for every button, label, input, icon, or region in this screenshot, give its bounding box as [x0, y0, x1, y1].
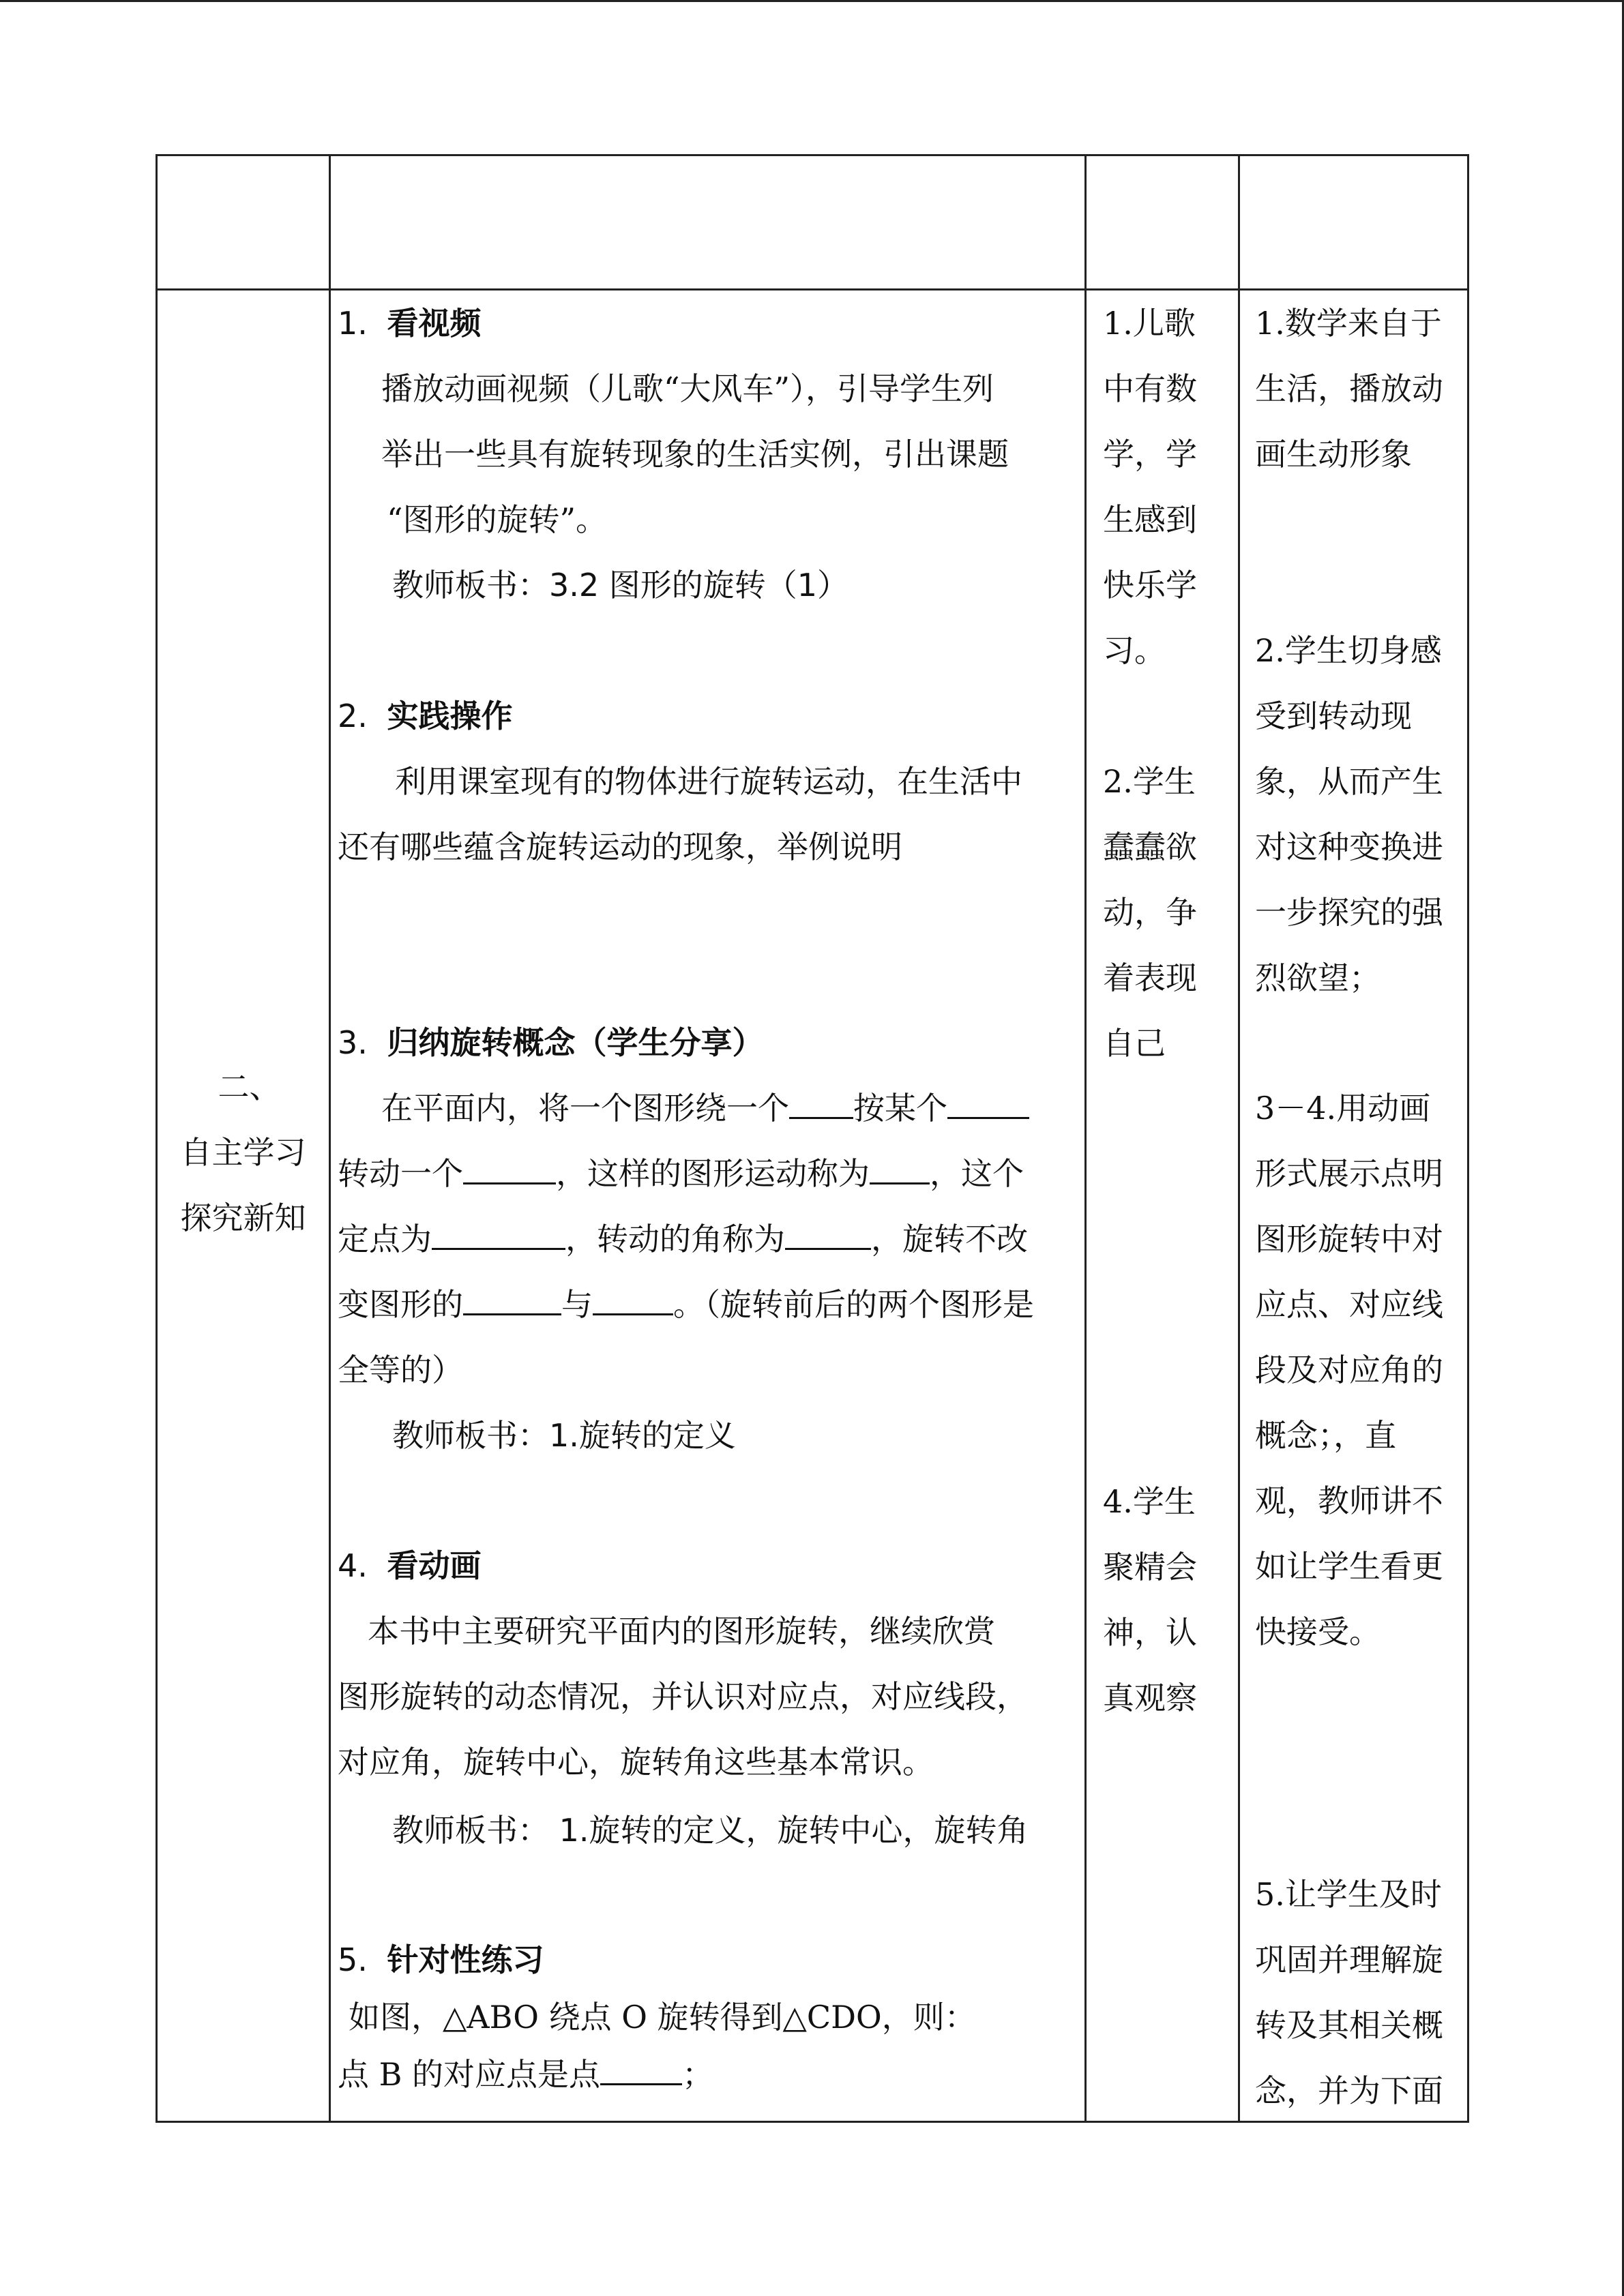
definition-line-5: 全等的） [338, 1352, 463, 1388]
section-1-paragraph: 播放动画视频（儿歌“大风车”），引导学生列 [381, 370, 994, 407]
fill-blank [789, 1087, 853, 1119]
section-4-paragraph: 本书中主要研究平面内的图形旋转，继续欣赏 [368, 1613, 995, 1650]
stage-number: 二、 [218, 1069, 281, 1105]
section-4-board-note: 教师板书： 1.旋转的定义，旋转中心，旋转角 [392, 1812, 1029, 1849]
section-1-board-note: 教师板书：3.2 图形的旋转（1） [392, 567, 849, 603]
student-activity-1: 1.儿歌 中有数 学，学 生感到 快乐学 习。 [1103, 305, 1197, 669]
lesson-plan-table [156, 154, 1469, 2123]
design-intent-1: 1.数学来自于 生活，播放动 画生动形象 [1255, 305, 1443, 473]
section-1-paragraph: “图形的旋转”。 [387, 501, 608, 538]
fill-blank [463, 1283, 561, 1315]
section-4-paragraph: 图形旋转的动态情况，并认识对应点，对应线段， [338, 1678, 1028, 1715]
fill-blank [463, 1152, 556, 1184]
student-activity-2: 2.学生 蠢蠢欲 动，争 着表现 自己 [1103, 763, 1197, 1062]
definition-line-1: 在平面内，将一个图形绕一个 按某个 [381, 1075, 1029, 1141]
fill-blank [785, 1218, 871, 1250]
student-activity-3: 4.学生 聚精会 神，认 真观察 [1103, 1483, 1197, 1716]
stage-cell [158, 290, 329, 2118]
page-top-border [0, 0, 1624, 2]
definition-line-2: 转动一个 ，这样的图形运动称为 ，这个 [338, 1141, 1024, 1206]
fill-blank [870, 1152, 930, 1184]
teaching-content-cell [331, 290, 1084, 2118]
definition-line-4: 变图形的 与 。（旋转前后的两个图形是 [338, 1272, 1034, 1337]
fill-blank [432, 1218, 565, 1250]
stage-title-line-1: 自主学习 [180, 1134, 306, 1171]
student-activity-cell [1087, 290, 1238, 2118]
fill-blank [947, 1087, 1029, 1119]
section-5-heading: 5. 针对性练习 [338, 1941, 544, 1978]
stage-title-line-2: 探究新知 [180, 1199, 306, 1236]
section-2-paragraph: 还有哪些蕴含旋转运动的现象，举例说明 [338, 829, 902, 865]
design-intent-cell [1240, 290, 1467, 2118]
fill-blank [593, 1283, 673, 1315]
fill-blank [600, 2053, 682, 2085]
design-intent-3: 3－4.用动画 形式展示点明 图形旋转中对 应点、对应线 段及对应角的 概念；，直 观，教师讲不 如让学生看更 快接受。 [1255, 1090, 1443, 1650]
design-intent-4: 5.让学生及时 巩固并理解旋 转及其相关概 念，并为下面 [1255, 1876, 1443, 2109]
section-1-heading: 1. 看视频 [338, 305, 482, 342]
definition-line-3: 定点为 ，转动的角称为 ，旋转不改 [338, 1206, 1028, 1272]
section-3-heading: 3. 归纳旋转概念（学生分享） [338, 1024, 764, 1061]
section-4-heading: 4. 看动画 [338, 1547, 482, 1584]
section-3-board-note: 教师板书：1.旋转的定义 [392, 1417, 736, 1454]
section-1-paragraph: 举出一些具有旋转现象的生活实例，引出课题 [381, 436, 1009, 473]
exercise-statement: 如图，△ABO 绕点 O 旋转得到△CDO，则： [349, 1999, 976, 2036]
design-intent-2: 2.学生切身感 受到转动现 象，从而产生 对这种变换进 一步探究的强 烈欲望； [1255, 632, 1443, 996]
section-2-paragraph: 利用课室现有的物体进行旋转运动，在生活中 [395, 763, 1022, 800]
section-4-paragraph: 对应角，旋转中心，旋转角这些基本常识。 [338, 1744, 934, 1780]
exercise-question: 点 B 的对应点是点 ； [338, 2046, 713, 2103]
section-2-heading: 2. 实践操作 [338, 698, 513, 734]
